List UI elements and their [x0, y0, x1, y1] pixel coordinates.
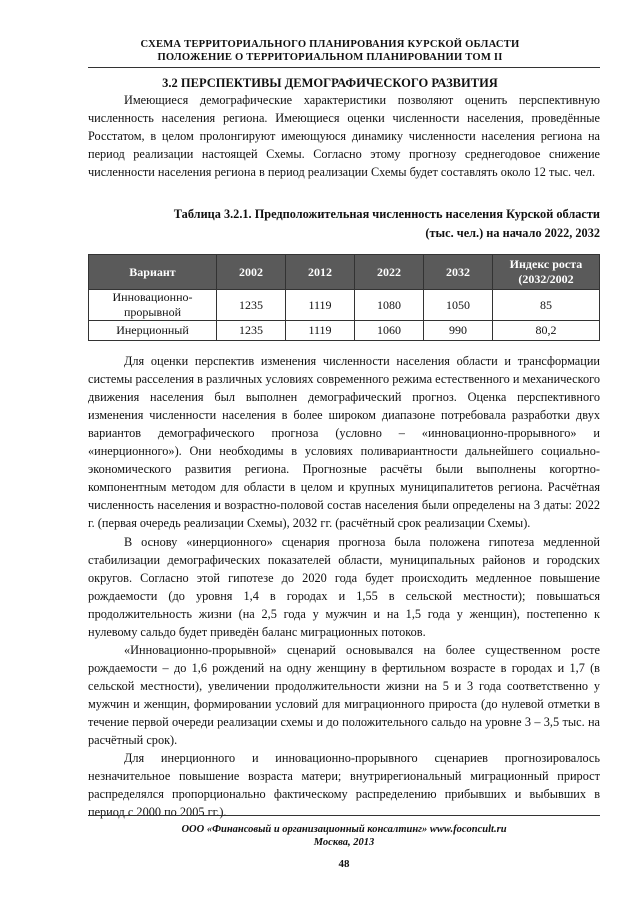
table-caption [88, 205, 600, 243]
cell-2012: 1119 [286, 321, 355, 341]
paragraph-scenario-assumptions: Для инерционного и инновационно-прорывного сценариев прогнозировалось незначительное повышение возраста матери; внутрирегиональный миграционный прирост распределялся пропорционально фактическому распределению прибывших и выбывших в период с 2000 по 2005 гг.). [88, 751, 600, 819]
table-row [89, 290, 600, 321]
table-header-row [89, 255, 600, 290]
cell-variant: Инновационно-прорывной [89, 290, 217, 321]
header-growth-index-line1: Индекс роста [509, 257, 583, 271]
header-2002: 2002 [217, 255, 286, 290]
footer-company: ООО «Финансовый и организационный консалтинг» www.foconcult.ru [181, 824, 507, 835]
header-variant: Вариант [89, 255, 217, 290]
cell-2022: 1060 [355, 321, 424, 341]
population-table [88, 254, 600, 341]
header-2032: 2032 [424, 255, 493, 290]
cell-2032: 990 [424, 321, 493, 341]
cell-2002: 1235 [217, 290, 286, 321]
cell-variant: Инерционный [89, 321, 217, 341]
cell-index: 85 [493, 290, 600, 321]
table-row [89, 321, 600, 341]
paragraph-intro: Имеющиеся демографические характеристики позволяют оценить перспективную численность населения региона. Имеющиеся оценки численности населения, проведённые Росстатом, в целом пролонгируют имеющуюся динамику численности населения региона на период реализации настоящей Схемы. Согласно этому прогнозу среднегодовое снижение численности населения региона в период реализации Схемы будет составлять около 12 тыс. чел. [88, 93, 600, 179]
page-number: 48 [338, 858, 350, 870]
header-2012: 2012 [286, 255, 355, 290]
cell-2022: 1080 [355, 290, 424, 321]
header-growth-index-line2: (2032/2002 [518, 272, 574, 286]
section-title: 3.2 ПЕРСПЕКТИВЫ ДЕМОГРАФИЧЕСКОГО РАЗВИТИЯ [162, 76, 498, 90]
header-title: СХЕМА ТЕРРИТОРИАЛЬНОГО ПЛАНИРОВАНИЯ КУРСКОЙ ОБЛАСТИ [140, 39, 520, 50]
document-footer [88, 823, 600, 849]
header-growth-index [493, 255, 600, 290]
paragraph-inertial-scenario: В основу «инерционного» сценария прогноза была положена гипотеза медленной стабилизации демографических показателей области, муниципальных районов и городских округов. Согласно этой гипотезе до 2020 года будет происходить медленное повышение рождаемости (до уровня 1,4 в городах и 1,55 в сельской местности); повышаться продолжительность жизни (на 2,5 года у мужчин и на 1,5 года у женщин), постепенно к нулевому сальдо будет приведён баланс миграционных потоков. [88, 535, 600, 639]
header-2022: 2022 [355, 255, 424, 290]
paragraph-forecast-method: Для оценки перспектив изменения численности населения области и трансформации системы расселения в различных условиях современного режима естественного и механического движения населения был выполнен демографический прогноз. Оценка перспективного изменения численности населения в более широком диапазоне потребовала разработки двух вариантов демографического прогноза (условно – «инновационно-прорывного» и «инерционного»). Они необходимы в условиях поливариантности дальнейшего социально-экономического развития региона. Прогнозные расчёты были выполнены когортно-компонентным методом для области в целом и крупных муниципалитетов региона. Расчётная численность населения и возрастно-половой состав населения были определены на 3 даты: 2022 г. (первая очередь реализации Схемы), 2032 гг. (расчётный срок реализации Схемы). [88, 354, 600, 530]
document-header [60, 38, 600, 64]
header-subtitle: ПОЛОЖЕНИЕ О ТЕРРИТОРИАЛЬНОМ ПЛАНИРОВАНИИ ТОМ II [157, 52, 503, 63]
cell-index: 80,2 [493, 321, 600, 341]
paragraph-innovative-scenario: «Инновационно-прорывной» сценарий основывался на более существенном росте рождаемости – до 1,6 рождений на одну женщину в фертильном возрасте в городах и 1,7 (в сельской местности), увеличении продолжительности жизни на 5 и 3 года соответственно у мужчин и женщин, формировании условий для миграционного прироста (до нулевой отметки в течение первой очереди реализации схемы и до положительного сальдо на уровне 3 – 3,5 тыс. на расчётный срок). [88, 643, 600, 747]
footer-divider [88, 815, 600, 816]
table-caption-line1: Таблица 3.2.1. Предположительная численность населения Курской области [173, 207, 600, 221]
table-caption-line2: (тыс. чел.) на начало 2022, 2032 [425, 226, 600, 240]
cell-2002: 1235 [217, 321, 286, 341]
cell-2032: 1050 [424, 290, 493, 321]
footer-place-year: Москва, 2013 [313, 837, 375, 848]
cell-2012: 1119 [286, 290, 355, 321]
header-divider [88, 67, 600, 68]
